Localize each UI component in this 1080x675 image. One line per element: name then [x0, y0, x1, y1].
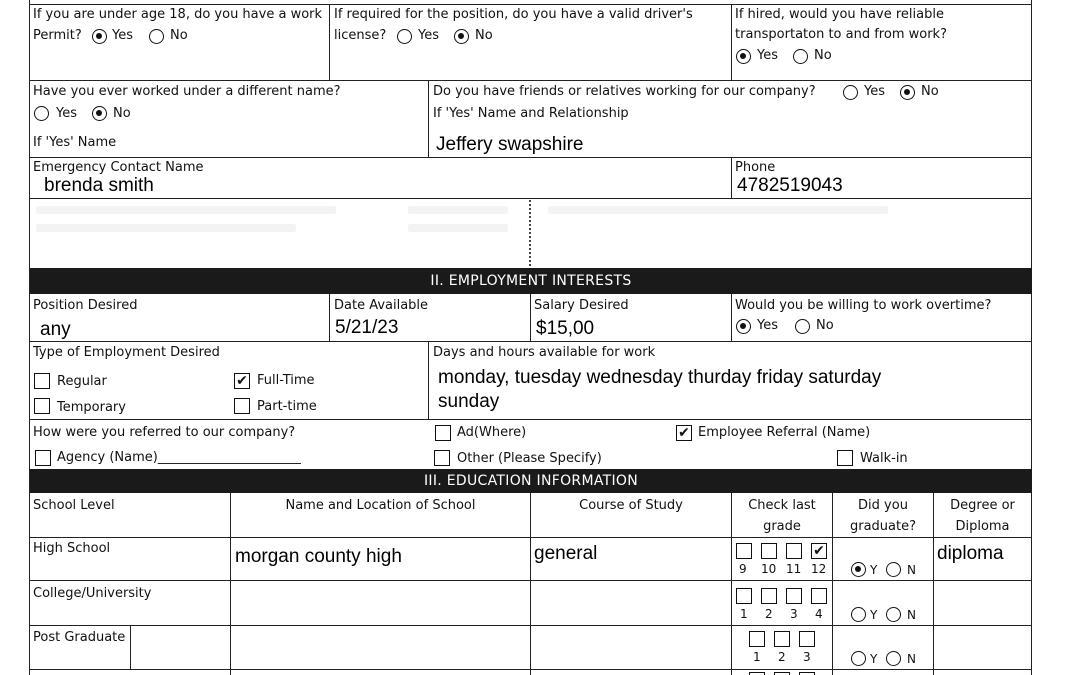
n-label: N	[907, 563, 916, 577]
cell-divider	[428, 341, 429, 419]
n-label: N	[907, 608, 916, 622]
cell-divider	[428, 80, 429, 157]
yes-label: Yes	[56, 106, 77, 121]
y-label: Y	[870, 563, 878, 577]
college-graduate-yes-radio[interactable]	[851, 607, 866, 622]
table-column-divider	[130, 625, 131, 669]
salary-desired-field[interactable]: $15,00	[536, 318, 595, 339]
school-level-college: College/University	[33, 586, 152, 601]
work-permit-no-radio[interactable]	[149, 29, 164, 44]
post-graduate-yes-radio[interactable]	[851, 651, 866, 666]
employee-referral-label: Employee Referral (Name)	[698, 425, 871, 440]
school-level-header: School Level	[33, 498, 115, 513]
transportation-yes-radio[interactable]	[736, 49, 751, 64]
high-school-graduate-yes-radio[interactable]	[851, 562, 866, 577]
post-graduate-no-radio[interactable]	[886, 651, 901, 666]
position-desired-field[interactable]: any	[40, 319, 71, 340]
row-divider	[29, 80, 1032, 81]
friends-yes-radio[interactable]	[843, 85, 858, 100]
position-desired-label: Position Desired	[33, 298, 138, 313]
overtime-question: Would you be willing to work overtime?	[735, 298, 992, 313]
grade-number: 10	[761, 562, 777, 576]
no-label: No	[170, 28, 188, 43]
drivers-license-yes-radio[interactable]	[397, 29, 412, 44]
walk-in-label: Walk-in	[860, 451, 908, 466]
transportation-no-radio[interactable]	[793, 49, 808, 64]
year-number: 2	[778, 650, 786, 664]
year-3-checkbox[interactable]	[786, 588, 802, 604]
cell-divider	[329, 4, 330, 80]
referred-question: How were you referred to our company?	[33, 425, 296, 440]
grade-number: 9	[739, 562, 747, 576]
table-row-divider	[29, 580, 1032, 581]
row-divider	[29, 157, 1032, 158]
other-label: Other (Please Specify)	[457, 451, 602, 466]
yes-label: Yes	[864, 84, 885, 99]
table-row-divider	[29, 537, 1032, 538]
overtime-yes-radio[interactable]	[736, 319, 751, 334]
grade-12-checkbox[interactable]	[811, 543, 827, 559]
check-last-grade-header: Check last	[748, 498, 816, 513]
agency-checkbox[interactable]	[35, 450, 51, 466]
year-4-checkbox[interactable]	[811, 588, 827, 604]
regular-label: Regular	[57, 374, 107, 389]
dotted-divider	[529, 200, 531, 266]
year-number: 1	[753, 650, 761, 664]
type-of-employment-label: Type of Employment Desired	[33, 345, 220, 360]
did-you-graduate-header: Did you	[858, 498, 908, 513]
table-row-divider	[29, 625, 1032, 626]
high-school-course-field[interactable]: general	[534, 543, 598, 564]
other-checkbox[interactable]	[434, 450, 450, 466]
year-number: 3	[803, 650, 811, 664]
faded-text	[36, 206, 336, 214]
faded-text	[408, 224, 508, 232]
yes-label: Yes	[418, 28, 439, 43]
transportation-question: If hired, would you have reliable	[735, 7, 944, 22]
y-label: Y	[870, 608, 878, 622]
part-time-checkbox[interactable]	[234, 398, 250, 414]
school-level-high-school: High School	[33, 541, 111, 556]
no-label: No	[921, 84, 939, 99]
pg-year-2-checkbox[interactable]	[774, 631, 790, 647]
row-divider	[29, 4, 1032, 5]
form-right-border	[1031, 0, 1032, 675]
year-number: 4	[815, 607, 823, 621]
pg-year-1-checkbox[interactable]	[749, 631, 765, 647]
table-row-divider	[29, 669, 1032, 670]
form-left-border	[29, 0, 30, 675]
no-label: No	[816, 318, 834, 333]
row-divider	[29, 198, 1032, 199]
date-available-field[interactable]: 5/21/23	[335, 317, 399, 338]
did-you-graduate-header-cont: graduate?	[849, 519, 916, 534]
faded-text	[408, 206, 508, 214]
days-hours-label: Days and hours available for work	[433, 345, 656, 360]
section-education-heading: III. EDUCATION INFORMATION	[30, 469, 1032, 493]
friends-no-radio[interactable]	[900, 85, 915, 100]
grade-number: 11	[786, 562, 802, 576]
different-name-question: Have you ever worked under a different name?	[33, 84, 341, 99]
faded-text	[36, 224, 296, 232]
course-of-study-header: Course of Study	[579, 498, 683, 513]
drivers-license-question: If required for the position, do you have a valid driver's	[334, 7, 693, 22]
drivers-license-no-radio[interactable]	[454, 29, 469, 44]
no-label: No	[814, 48, 832, 63]
regular-checkbox[interactable]	[34, 373, 50, 389]
n-label: N	[907, 652, 916, 666]
year-number: 1	[740, 607, 748, 621]
pg-year-3-checkbox[interactable]	[799, 631, 815, 647]
friends-relatives-question: Do you have friends or relatives working for our company?	[433, 84, 816, 99]
cell-divider	[329, 294, 330, 341]
section-employment-interests-heading: II. EMPLOYMENT INTERESTS	[30, 268, 1032, 294]
full-time-label: Full-Time	[257, 373, 315, 388]
name-location-header: Name and Location of School	[285, 498, 476, 513]
y-label: Y	[870, 652, 878, 666]
date-available-label: Date Available	[334, 298, 429, 313]
ad-label: Ad(Where)	[457, 425, 527, 440]
if-yes-relationship-label: If 'Yes' Name and Relationship	[433, 106, 629, 121]
agency-label: Agency (Name)______________________	[57, 450, 301, 465]
phone-field[interactable]: 4782519043	[737, 175, 843, 196]
overtime-no-radio[interactable]	[795, 319, 810, 334]
yes-label: Yes	[757, 318, 778, 333]
ad-checkbox[interactable]	[435, 425, 451, 441]
days-hours-field-line1[interactable]: monday, tuesday wednesday thurday friday saturday	[438, 367, 882, 388]
phone-label: Phone	[735, 160, 776, 175]
degree-header-cont: Diploma	[955, 519, 1010, 534]
grade-number: 12	[811, 562, 827, 576]
year-1-checkbox[interactable]	[736, 588, 752, 604]
different-name-no-radio[interactable]	[92, 106, 107, 121]
college-graduate-no-radio[interactable]	[886, 607, 901, 622]
salary-desired-label: Salary Desired	[534, 298, 629, 313]
emergency-contact-label: Emergency Contact Name	[33, 160, 204, 175]
cell-divider	[530, 294, 531, 341]
full-time-checkbox[interactable]	[234, 373, 250, 389]
cell-divider	[731, 294, 732, 341]
if-yes-name-label: If 'Yes' Name	[33, 135, 117, 150]
no-label: No	[113, 106, 131, 121]
different-name-yes-radio[interactable]	[34, 106, 49, 121]
high-school-graduate-no-radio[interactable]	[886, 562, 901, 577]
year-number: 2	[765, 607, 773, 621]
work-permit-question-cont: Permit?	[33, 28, 82, 43]
school-level-post-graduate: Post Graduate	[33, 630, 126, 645]
degree-header: Degree or	[950, 498, 1015, 513]
walk-in-checkbox[interactable]	[837, 450, 853, 466]
work-permit-question: If you are under age 18, do you have a work	[33, 7, 323, 22]
no-label: No	[475, 28, 493, 43]
transportation-question-cont: transportaton to and from work?	[735, 27, 947, 42]
yes-label: Yes	[757, 48, 778, 63]
year-number: 3	[790, 607, 798, 621]
row-divider	[29, 419, 1032, 420]
cell-divider	[731, 4, 732, 80]
yes-label: Yes	[112, 28, 133, 43]
drivers-license-question-cont: license?	[334, 28, 387, 43]
temporary-checkbox[interactable]	[34, 398, 50, 414]
year-2-checkbox[interactable]	[761, 588, 777, 604]
faded-text	[548, 206, 888, 214]
part-time-label: Part-time	[257, 399, 317, 414]
days-hours-field-line2[interactable]: sunday	[438, 391, 500, 412]
work-permit-yes-radio[interactable]	[92, 29, 107, 44]
grade-11-checkbox[interactable]	[786, 543, 802, 559]
grade-9-checkbox[interactable]	[736, 543, 752, 559]
high-school-degree-field[interactable]: diploma	[937, 543, 1004, 564]
table-column-divider	[530, 493, 531, 675]
cell-divider	[731, 157, 732, 198]
temporary-label: Temporary	[57, 400, 126, 415]
high-school-name-field[interactable]: morgan county high	[235, 546, 402, 567]
emergency-contact-field[interactable]: brenda smith	[44, 175, 154, 196]
relationship-field[interactable]: Jeffery swapshire	[436, 134, 584, 155]
check-last-grade-header-cont: grade	[763, 519, 801, 534]
row-divider	[29, 341, 1032, 342]
table-column-divider	[230, 493, 231, 675]
employee-referral-checkbox[interactable]	[676, 425, 692, 441]
grade-10-checkbox[interactable]	[761, 543, 777, 559]
